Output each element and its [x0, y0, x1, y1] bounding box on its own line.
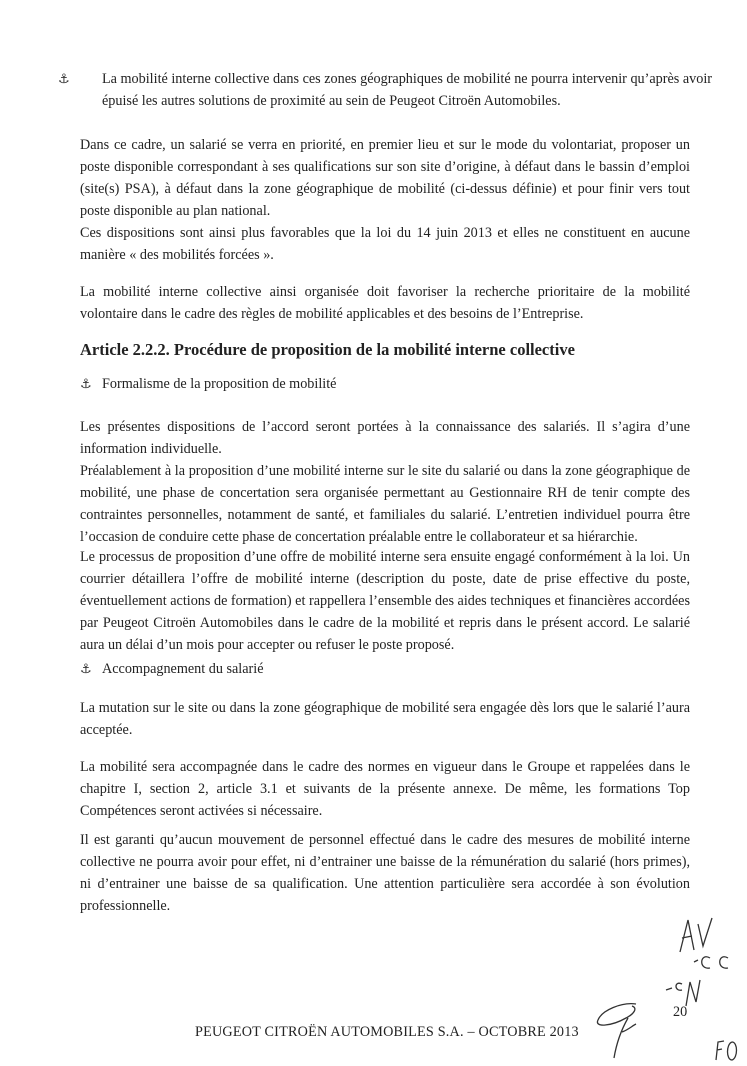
- anchor-bullet-icon: ⚓︎: [80, 376, 92, 391]
- anchor-bullet-icon: ⚓︎: [58, 71, 70, 86]
- paragraph-mutation: La mutation sur le site ou dans la zone géographique de mobilité sera engagée dès lors que le salarié l’aura acceptée.: [80, 700, 690, 738]
- bullet-item-formalism: [80, 373, 700, 395]
- page-number: 20: [673, 1004, 688, 1020]
- paragraph-priority: Dans ce cadre, un salarié se verra en priorité, en premier lieu et sur le mode du volontariat, proposer un poste disponible correspondant à ses qualifications sur son site d’origine, à défaut dans le bassin d’emploi (site(s) PSA), à défaut dans la zone géographique de mobilité (ci-dessus définie) et pour finir vers tout poste disponible au plan national.: [80, 137, 690, 219]
- paragraph-favorable: Ces dispositions sont ainsi plus favorables que la loi du 14 juin 2013 et elles ne constituent en aucune manière « des mobilités forcées ».: [80, 225, 690, 263]
- section-heading: Article 2.2.2. Procédure de proposition de la mobilité interne collective: [80, 340, 575, 359]
- paragraph-process: Le processus de proposition d’une offre de mobilité interne sera ensuite engagé conformément à la loi. Un courrier détaillera l’offre de mobilité interne (description du poste, date de prise effective du poste, éventuellement actions de formation) et rappellera l’ensemble des aides techniques et financières accordées par Peugeot Citroën Automobiles dans le cadre de la mobilité et repris dans le présent accord. Le salarié aura un délai d’un mois pour accepter ou refuser le poste proposé.: [80, 549, 690, 653]
- paragraph-information: Les présentes dispositions de l’accord seront portées à la connaissance des salariés. Il s’agira d’une information individuelle.: [80, 419, 690, 457]
- bullet-text: Accompagnement du salarié: [102, 661, 264, 677]
- anchor-bullet-icon: ⚓︎: [80, 661, 92, 676]
- document-footer: PEUGEOT CITROËN AUTOMOBILES S.A. – OCTOBRE 2013: [195, 1024, 579, 1040]
- bullet-text: La mobilité interne collective dans ces zones géographiques de mobilité ne pourra intervenir qu’après avoir épuisé les autres solutions de proximité au sein de Peugeot Citroën Automobiles.: [102, 71, 712, 109]
- bullet-item-support: [80, 658, 700, 680]
- paragraph-volontary: La mobilité interne collective ainsi organisée doit favoriser la recherche prioritaire de la mobilité volontaire dans le cadre des règles de mobilité applicables et des besoins de l’Entreprise.: [80, 284, 690, 322]
- handwritten-initials-fo: [712, 1036, 742, 1064]
- handwritten-initials-av-cc: [670, 912, 740, 982]
- paragraph-guarantee: Il est garanti qu’aucun mouvement de personnel effectué dans le cadre des mesures de mobilité interne collective ne pourra avoir pour effet, ni d’entrainer une baisse de la rémunération du salarié (hors primes), ni d’entrainer une baisse de sa qualification. Une attention particulière sera accordée à son évolution professionnelle.: [80, 832, 690, 914]
- bullet-text: Formalisme de la proposition de mobilité: [102, 376, 337, 392]
- paragraph-concertation: Préalablement à la proposition d’une mobilité interne sur le site du salarié ou dans la zone géographique de mobilité, une phase de concertation sera organisée permettant au Gestionnaire RH de tenir compte des contraintes personnelles, notamment de santé, et familiales du salarié. L’entretien individuel pourra être l’occasion de conduire cette phase de concertation préalable entre le collaborateur et sa hiérarchie.: [80, 463, 690, 545]
- paragraph-accompaniment: La mobilité sera accompagnée dans le cadre des normes en vigueur dans le Groupe et rappelées dans le chapitre I, section 2, article 3.1 et suivants de la présente annexe. De même, les formations Top Compétences seront activées si nécessaire.: [80, 759, 690, 819]
- bullet-item-mobility-zones: [58, 68, 712, 112]
- handwritten-signature: [592, 996, 648, 1062]
